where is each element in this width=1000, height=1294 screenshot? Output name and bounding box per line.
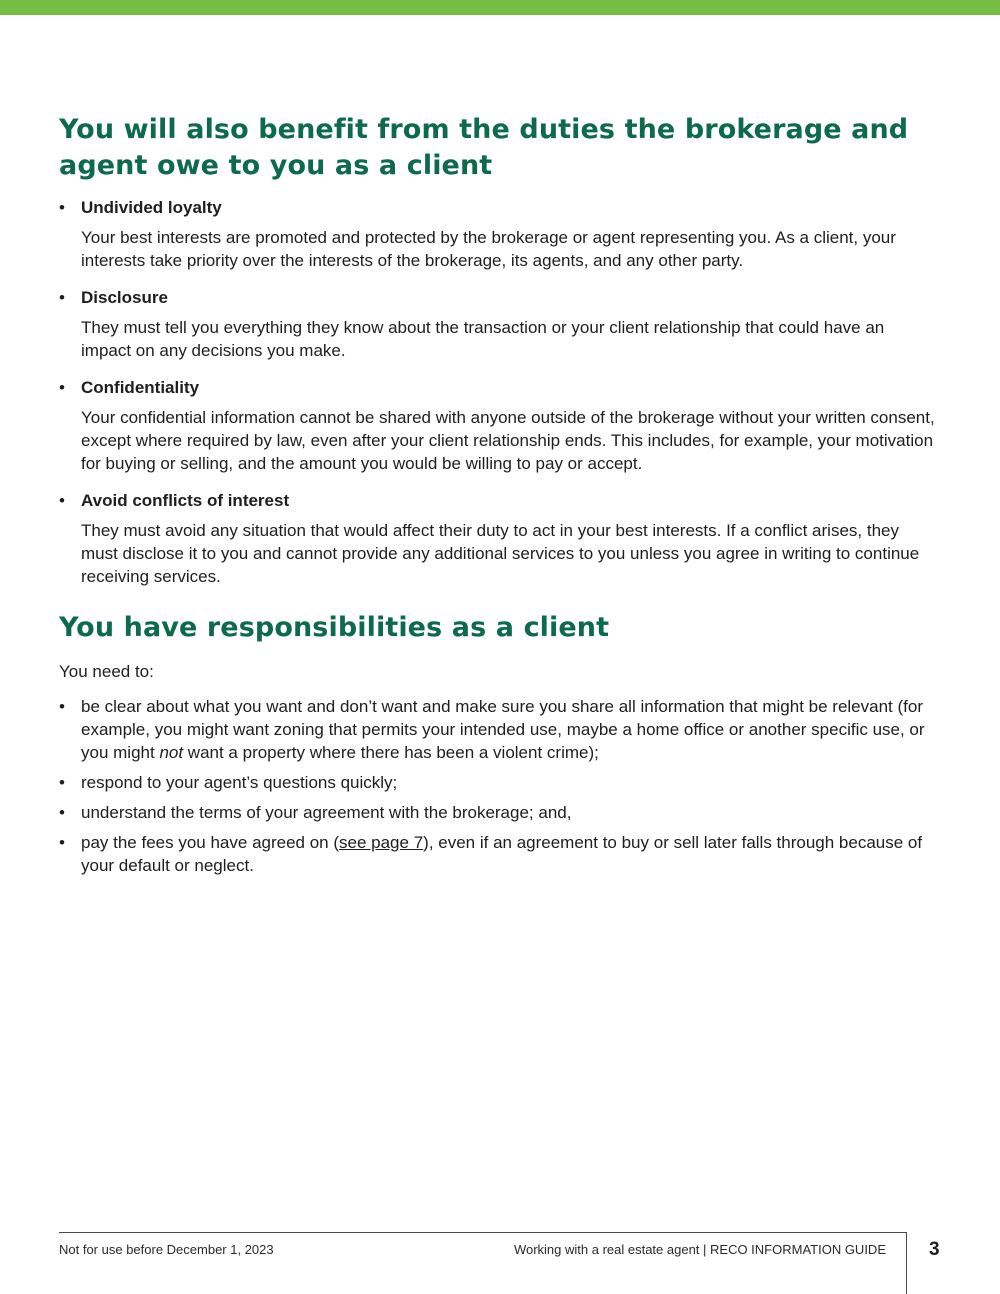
duty-body: Your confidential information cannot be shared with anyone outside of the brokerage without your written consent, except where required by law, even after your client relationship ends. This includes, for example, your motivation for buying or selling, and the amount you would be willing to pay or accept.: [81, 408, 935, 473]
duty-title: Confidentiality: [81, 378, 200, 397]
duty-body: Your best interests are promoted and protected by the brokerage or agent representing you. As a client, your interests take priority over the interests of the brokerage, its agents, and any other party.: [81, 228, 896, 270]
bullet-icon: •: [59, 491, 65, 510]
list-item: [59, 196, 939, 272]
item-text: want a property where there has been a violent crime);: [183, 743, 599, 762]
list-item: [59, 695, 939, 764]
list-item: [59, 801, 939, 824]
list-item: [59, 831, 939, 877]
bullet-icon: •: [59, 198, 65, 217]
bullet-icon: •: [59, 697, 65, 716]
duty-title: Avoid conflicts of interest: [81, 491, 290, 510]
emphasis-text: not: [159, 743, 184, 762]
list-item: [59, 771, 939, 794]
section-heading-responsibilities: You have responsibilities as a client: [59, 612, 610, 643]
item-text: understand the terms of your agreement with the brokerage; and,: [81, 803, 572, 822]
footer-guide-title: Working with a real estate agent | RECO INFORMATION GUIDE: [513, 1242, 886, 1257]
see-page-7-link[interactable]: see page 7: [339, 833, 424, 852]
duty-title: Disclosure: [81, 288, 168, 307]
duty-body: They must avoid any situation that would affect their duty to act in your best interests. If a conflict arises, they must disclose it to you and cannot provide any additional services to you unless you agree in writing to continue receiving services.: [81, 521, 920, 586]
list-item: [59, 489, 939, 588]
duty-body: They must tell you everything they know about the transaction or your client relationship that could have an impact on any decisions you make.: [81, 318, 885, 360]
footer-divider: [59, 1232, 906, 1233]
intro-text: You need to:: [59, 662, 154, 681]
list-item: [59, 376, 939, 475]
item-text: respond to your agent’s questions quickly;: [81, 773, 398, 792]
bullet-icon: •: [59, 288, 65, 307]
item-text: ), even if an agreement to buy or sell later falls through because of your default or neglect.: [81, 833, 923, 875]
duties-list: [59, 196, 939, 588]
bullet-icon: •: [59, 833, 65, 852]
item-text: pay the fees you have agreed on (: [81, 833, 340, 852]
item-text: be clear about what you want and don’t want and make sure you share all information that might be relevant (for example, you might want zoning that permits your intended use, maybe a home office or another specific use, or you might: [81, 697, 925, 762]
page-content: [59, 112, 939, 884]
duty-title: Undivided loyalty: [81, 198, 222, 217]
bullet-icon: •: [59, 378, 65, 397]
top-accent-bar: [0, 0, 1000, 15]
responsibilities-list: [59, 695, 939, 877]
footer-vertical-divider: [906, 1232, 907, 1294]
list-item: [59, 286, 939, 362]
bullet-icon: •: [59, 773, 65, 792]
section-heading-duties: You will also benefit from the duties the brokerage and agent owe to you as a client: [59, 114, 909, 181]
bullet-icon: •: [59, 803, 65, 822]
footer-date-notice: Not for use before December 1, 2023: [59, 1242, 274, 1257]
page-number: 3: [929, 1239, 940, 1260]
